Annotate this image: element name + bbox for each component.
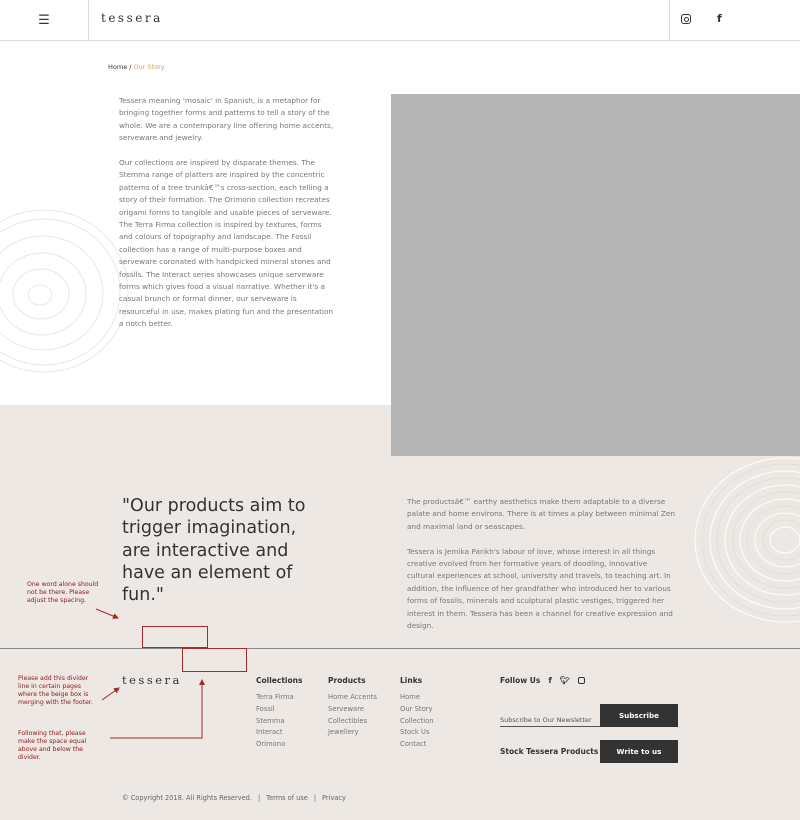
footer-link-stemma[interactable]: Stemma: [256, 716, 285, 725]
about-paragraph-2: Tessera is Jemika Parikh's labour of love, whose interest in all things creative evolved from her formative years of doodling, innovative cultural experiences at school, university and travels, to teaching art. In addition, the influence of her grandfather who introduced her to various forms of fossils, minerals and sculptural plastic vestiges, triggered her interest in them. Tessera has been a channel for creative expression and design.: [407, 546, 673, 631]
hamburger-icon[interactable]: ☰: [0, 0, 89, 40]
facebook-icon[interactable]: f: [548, 676, 552, 685]
breadcrumb-home[interactable]: Home: [108, 63, 128, 71]
breadcrumb-separator: /: [127, 63, 134, 71]
facebook-icon[interactable]: f: [717, 12, 722, 25]
footer-link-fossil[interactable]: Fossil: [256, 704, 275, 713]
instagram-icon[interactable]: [578, 677, 585, 684]
footer-products-title: Products: [328, 676, 366, 685]
footer-link-serveware[interactable]: Serveware: [328, 704, 365, 713]
footer-products: [328, 676, 377, 739]
annotation-note-spacing: One word alone should not be there. Please adjust the spacing.: [27, 581, 99, 604]
footer-link-contact[interactable]: Contact: [400, 740, 427, 749]
footer-logo[interactable]: tessera: [122, 673, 182, 687]
footer-link-home-accents[interactable]: Home Accents: [328, 693, 377, 701]
story-paragraph-1: Tessera meaning 'mosaic' in Spanish, is a metaphor for bringing together forms and patterns to tell a story of the whole. We are a contemporary line offering home accents, serveware and jewelry.: [119, 96, 334, 143]
about-paragraph-1: The productsâ€™ earthy aesthetics make them adaptable to a diverse palate and home environs. There is at times a play between minimal Zen and maximal land or seascapes.: [407, 497, 676, 531]
copyright-bar: [122, 794, 346, 802]
footer-link-jewellery[interactable]: Jewellery: [328, 728, 359, 737]
stock-products-label: Stock Tessera Products: [500, 747, 599, 756]
annotation-arrow-3: [110, 680, 202, 738]
newsletter-input[interactable]: Subscribe to Our Newsletter: [500, 716, 600, 727]
footer-collections: [256, 676, 302, 751]
footer-link-our-story[interactable]: Our Story: [400, 704, 433, 713]
write-to-us-button[interactable]: Write to us: [600, 740, 678, 763]
footer-links-title: Links: [400, 676, 423, 685]
annotation-note-equal-space: Following that, please make the space equal above and below the divider.: [18, 730, 87, 761]
follow-us-label: Follow Us: [500, 676, 541, 685]
footer-links: [400, 676, 434, 751]
breadcrumb-current: Our Story: [133, 63, 165, 71]
site-logo[interactable]: tessera: [101, 11, 163, 25]
footer-link-orimono[interactable]: Orimono: [256, 740, 286, 749]
subscribe-button[interactable]: Subscribe: [600, 704, 678, 727]
annotation-arrow-2: [102, 688, 119, 700]
footer-collections-title: Collections: [256, 676, 303, 685]
copyright-separator: |: [257, 794, 261, 802]
footer-link-stock-us[interactable]: Stock Us: [400, 728, 430, 737]
copyright-separator: |: [313, 794, 317, 802]
brand-quote: "Our products aim to trigger imagination, are interactive and have an element of fun.": [122, 496, 306, 606]
twitter-icon[interactable]: 🐦︎: [559, 676, 571, 685]
story-paragraph-2: Our collections are inspired by disparate themes. The Stemma range of platters are inspired by the concentric patterns of a tree trunkâ€™s cross-section, each telling a story of their formation. The Orimono collection recreates origami forms to tangible and usable pieces of serveware. The Terra Firma collection is inspired by textures, forms and colours of topography and landscape. The Fossil collection has a range of multi-purpose boxes and serveware coronated with handpicked mineral stones and fossils. The Interact series showcases unique serveware forms which gives food a visual narrative. Whether it's a casual brunch or formal dinner, our serveware is resourceful in use, makes plating fun and the presentation a notch better.: [119, 158, 334, 329]
terms-link[interactable]: Terms of use: [266, 794, 308, 802]
footer-link-collection[interactable]: Collection: [400, 716, 434, 725]
footer-link-interact[interactable]: Interact: [256, 728, 283, 737]
annotation-note-divider: Please add this divider line in certain pages where the beige box is merging with the footer.: [18, 675, 93, 706]
annotation-arrow-1: [96, 609, 118, 618]
copyright-text: © Copyright 2018. All Rights Reserved.: [122, 794, 252, 802]
follow-us: [500, 676, 585, 685]
footer-link-terra-firma[interactable]: Terra Firma: [256, 693, 294, 701]
footer-link-home[interactable]: Home: [400, 693, 421, 701]
footer-link-collectibles[interactable]: Collectibles: [328, 716, 368, 725]
privacy-link[interactable]: Privacy: [322, 794, 346, 802]
